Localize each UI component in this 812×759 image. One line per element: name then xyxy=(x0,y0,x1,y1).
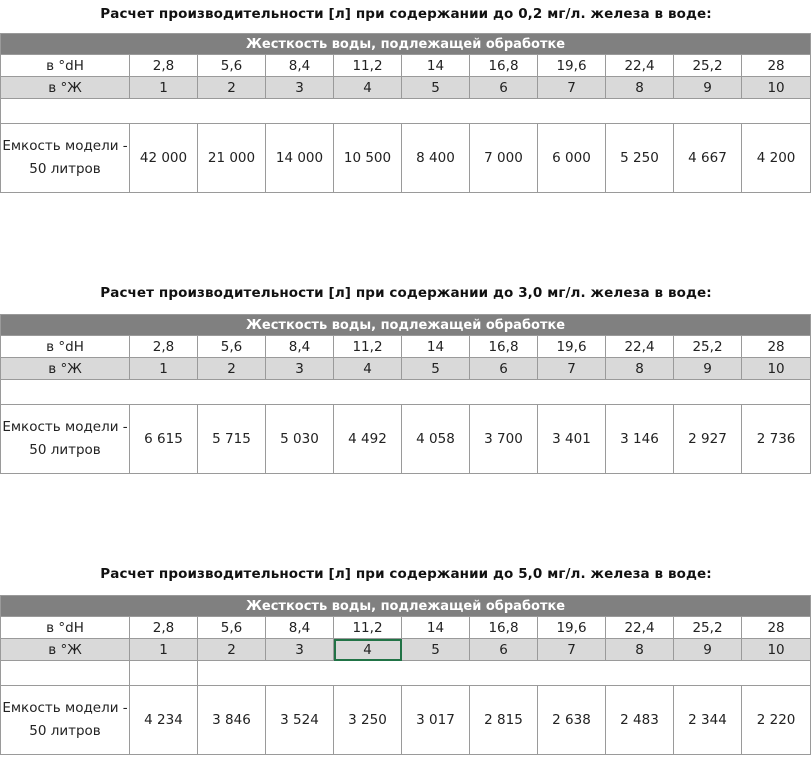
cell-dh[interactable]: 25,2 xyxy=(674,55,742,77)
cell-capacity[interactable]: 3 700 xyxy=(470,405,538,474)
cell-capacity[interactable]: 2 483 xyxy=(606,686,674,755)
cell-capacity[interactable]: 2 815 xyxy=(470,686,538,755)
cell-dh[interactable]: 16,8 xyxy=(470,336,538,358)
cell-capacity[interactable]: 2 344 xyxy=(674,686,742,755)
cell-capacity[interactable]: 4 200 xyxy=(742,124,811,193)
cell-zh[interactable]: 6 xyxy=(470,358,538,380)
cell-zh[interactable]: 8 xyxy=(606,639,674,661)
cell-dh[interactable]: 25,2 xyxy=(674,336,742,358)
row-label-capacity[interactable]: Емкость модели - 50 литров xyxy=(1,124,130,193)
cell-zh[interactable]: 3 xyxy=(266,639,334,661)
cell-dh[interactable]: 25,2 xyxy=(674,617,742,639)
cell-dh[interactable]: 2,8 xyxy=(130,617,198,639)
row-label-dh[interactable]: в °dH xyxy=(1,617,130,639)
cell-zh[interactable]: 6 xyxy=(470,639,538,661)
cell-dh[interactable]: 5,6 xyxy=(198,336,266,358)
cell-dh[interactable]: 19,6 xyxy=(538,617,606,639)
cell-capacity[interactable]: 42 000 xyxy=(130,124,198,193)
table-section-3 xyxy=(0,595,811,755)
cell-capacity[interactable]: 2 638 xyxy=(538,686,606,755)
empty-row[interactable] xyxy=(1,380,811,405)
cell-zh[interactable]: 4 xyxy=(334,77,402,99)
row-label-dh[interactable]: в °dH xyxy=(1,55,130,77)
cell-dh[interactable]: 19,6 xyxy=(538,336,606,358)
row-label-capacity[interactable]: Емкость модели - 50 литров xyxy=(1,405,130,474)
cell-capacity[interactable]: 3 146 xyxy=(606,405,674,474)
cell-zh[interactable]: 6 xyxy=(470,77,538,99)
cell-capacity[interactable]: 4 667 xyxy=(674,124,742,193)
cell-capacity[interactable]: 3 017 xyxy=(402,686,470,755)
row-label-dh[interactable]: в °dH xyxy=(1,336,130,358)
cell-capacity[interactable]: 8 400 xyxy=(402,124,470,193)
cell-capacity[interactable]: 2 927 xyxy=(674,405,742,474)
cell-dh[interactable]: 22,4 xyxy=(606,55,674,77)
cell-zh[interactable]: 8 xyxy=(606,77,674,99)
cell-zh[interactable]: 7 xyxy=(538,77,606,99)
cell-zh[interactable]: 2 xyxy=(198,77,266,99)
cell-capacity[interactable]: 3 846 xyxy=(198,686,266,755)
cell-dh[interactable]: 5,6 xyxy=(198,617,266,639)
cell-dh[interactable]: 8,4 xyxy=(266,336,334,358)
empty-cell[interactable] xyxy=(130,661,198,686)
cell-capacity[interactable]: 4 234 xyxy=(130,686,198,755)
cell-dh[interactable]: 2,8 xyxy=(130,55,198,77)
title-section-2: Расчет производительности [л] при содержании до 3,0 мг/л. железа в воде: xyxy=(100,285,712,301)
table-header[interactable]: Жесткость воды, подлежащей обработке xyxy=(1,596,811,617)
table-header[interactable]: Жесткость воды, подлежащей обработке xyxy=(1,315,811,336)
cell-zh[interactable]: 5 xyxy=(402,358,470,380)
cell-capacity[interactable]: 3 401 xyxy=(538,405,606,474)
table-section-1 xyxy=(0,33,811,193)
cell-dh[interactable]: 19,6 xyxy=(538,55,606,77)
table-section-2 xyxy=(0,314,811,474)
cell-dh[interactable]: 8,4 xyxy=(266,617,334,639)
cell-zh[interactable]: 10 xyxy=(742,77,811,99)
cell-capacity[interactable]: 5 715 xyxy=(198,405,266,474)
empty-cell[interactable] xyxy=(198,661,811,686)
cell-dh[interactable]: 14 xyxy=(402,336,470,358)
cell-zh[interactable]: 1 xyxy=(130,77,198,99)
cell-zh[interactable]: 9 xyxy=(674,358,742,380)
title-section-1: Расчет производительности [л] при содержании до 0,2 мг/л. железа в воде: xyxy=(100,6,712,22)
table-header[interactable]: Жесткость воды, подлежащей обработке xyxy=(1,34,811,55)
cell-zh[interactable]: 10 xyxy=(742,358,811,380)
cell-zh-selected[interactable]: 4 xyxy=(334,639,402,661)
cell-capacity[interactable]: 6 615 xyxy=(130,405,198,474)
empty-row[interactable] xyxy=(1,99,811,124)
cell-dh[interactable]: 11,2 xyxy=(334,55,402,77)
cell-capacity[interactable]: 3 250 xyxy=(334,686,402,755)
row-label-capacity[interactable]: Емкость модели - 50 литров xyxy=(1,686,130,755)
cell-capacity[interactable]: 10 500 xyxy=(334,124,402,193)
cell-capacity[interactable]: 2 220 xyxy=(742,686,811,755)
cell-capacity[interactable]: 4 492 xyxy=(334,405,402,474)
empty-cell[interactable] xyxy=(1,661,130,686)
cell-capacity[interactable]: 6 000 xyxy=(538,124,606,193)
cell-zh[interactable]: 10 xyxy=(742,639,811,661)
cell-zh[interactable]: 9 xyxy=(674,639,742,661)
cell-zh[interactable]: 3 xyxy=(266,358,334,380)
cell-dh[interactable]: 2,8 xyxy=(130,336,198,358)
cell-dh[interactable]: 11,2 xyxy=(334,336,402,358)
cell-zh[interactable]: 1 xyxy=(130,358,198,380)
cell-dh[interactable]: 28 xyxy=(742,55,811,77)
cell-dh[interactable]: 14 xyxy=(402,55,470,77)
cell-dh[interactable]: 22,4 xyxy=(606,617,674,639)
cell-capacity[interactable]: 5 250 xyxy=(606,124,674,193)
cell-zh[interactable]: 1 xyxy=(130,639,198,661)
cell-capacity[interactable]: 2 736 xyxy=(742,405,811,474)
cell-capacity[interactable]: 3 524 xyxy=(266,686,334,755)
cell-capacity[interactable]: 7 000 xyxy=(470,124,538,193)
cell-zh[interactable]: 2 xyxy=(198,639,266,661)
cell-zh[interactable]: 3 xyxy=(266,77,334,99)
cell-zh[interactable]: 4 xyxy=(334,358,402,380)
cell-zh[interactable]: 5 xyxy=(402,77,470,99)
cell-zh[interactable]: 5 xyxy=(402,639,470,661)
cell-dh[interactable]: 14 xyxy=(402,617,470,639)
cell-zh[interactable]: 8 xyxy=(606,358,674,380)
cell-capacity[interactable]: 21 000 xyxy=(198,124,266,193)
cell-dh[interactable]: 28 xyxy=(742,617,811,639)
row-label-zh[interactable]: в °Ж xyxy=(1,639,130,661)
cell-capacity[interactable]: 4 058 xyxy=(402,405,470,474)
cell-zh[interactable]: 7 xyxy=(538,639,606,661)
cell-dh[interactable]: 5,6 xyxy=(198,55,266,77)
row-label-zh[interactable]: в °Ж xyxy=(1,77,130,99)
cell-dh[interactable]: 28 xyxy=(742,336,811,358)
cell-capacity[interactable]: 5 030 xyxy=(266,405,334,474)
cell-dh[interactable]: 16,8 xyxy=(470,55,538,77)
cell-zh[interactable]: 9 xyxy=(674,77,742,99)
cell-capacity[interactable]: 14 000 xyxy=(266,124,334,193)
title-section-3: Расчет производительности [л] при содержании до 5,0 мг/л. железа в воде: xyxy=(100,566,712,582)
row-label-zh[interactable]: в °Ж xyxy=(1,358,130,380)
cell-zh[interactable]: 7 xyxy=(538,358,606,380)
cell-dh[interactable]: 11,2 xyxy=(334,617,402,639)
cell-dh[interactable]: 22,4 xyxy=(606,336,674,358)
cell-dh[interactable]: 8,4 xyxy=(266,55,334,77)
cell-zh[interactable]: 2 xyxy=(198,358,266,380)
cell-dh[interactable]: 16,8 xyxy=(470,617,538,639)
